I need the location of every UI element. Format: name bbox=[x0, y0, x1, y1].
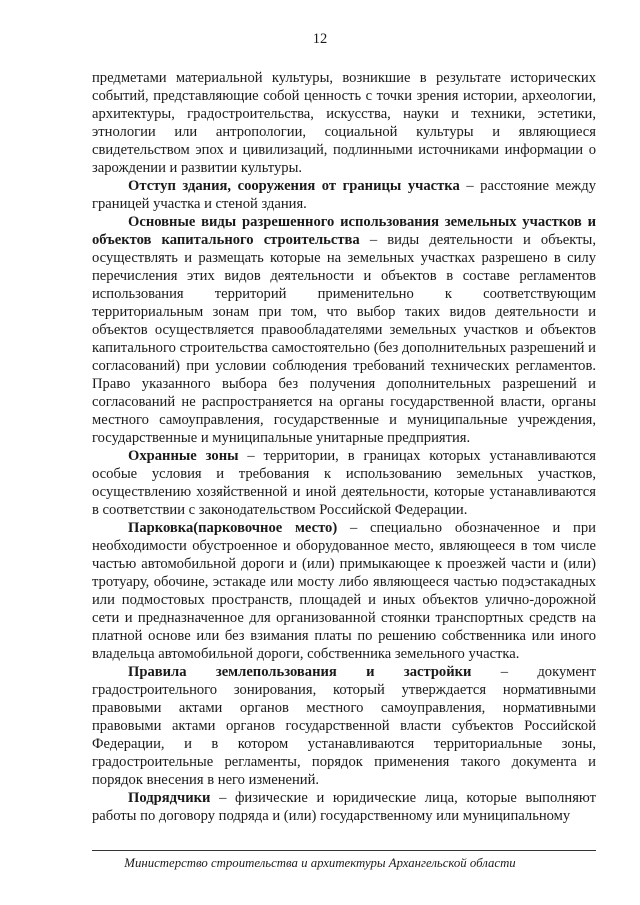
definition-term: Отступ здания, сооружения от границы участка bbox=[128, 178, 460, 194]
definition-text: – документ градостроительного зонирования, который утверждается нормативными правовыми актами органов местного самоуправления, нормативными правовыми актами органов государственной власти субъектов Российской Федерации, и в котором устанавливаются территориальные зоны, градостроительные регламенты, порядок применения такого документа и порядок внесения в него изменений. bbox=[92, 664, 596, 788]
definition-paragraph bbox=[92, 177, 596, 213]
page-number: 12 bbox=[312, 31, 328, 47]
definition-paragraph bbox=[92, 789, 596, 825]
definition-paragraph bbox=[92, 663, 596, 789]
footer-divider bbox=[92, 850, 596, 851]
definition-text: – специально обозначенное и при необходимости обустроенное и оборудованное место, являющееся в том числе частью автомобильной дороги и (или) примыкающее к проезжей части и (или) тротуару, обочине, эстакаде или мосту либо являющееся частью подэстакадных или подмостовых пространств, площадей и иных объектов улично-дорожной сети и предназначенное для организованной стоянки транспортных средств на платной основе или без взимания платы по решению собственника или иного владельца автомобильной дороги, собственника земельного участка. bbox=[92, 520, 596, 662]
paragraph-text: предметами материальной культуры, возникшие в результате исторических событий, представляющие собой ценность с точки зрения истории, археологии, архитектуры, градостроительства, искусства, науки и техники, эстетики, этнологии или антропологии, социальной культуры и являющиеся свидетельством эпох и цивилизаций, подлинными источниками информации о зарождении и развитии культуры. bbox=[92, 70, 596, 176]
page-body bbox=[92, 69, 596, 825]
definition-term: Охранные зоны bbox=[128, 448, 239, 464]
paragraph bbox=[92, 69, 596, 177]
definition-text: – физические и юридические лица, которые выполняют работы по договору подряда и (или) государственному или муниципальному bbox=[92, 790, 596, 824]
definition-text: – территории, в границах которых устанавливаются особые условия и требования к использованию земельных участков, осуществлению хозяйственной и иной деятельности, которые устанавливаются в соответствии с законодательством Российской Федерации. bbox=[92, 448, 596, 518]
definition-paragraph bbox=[92, 447, 596, 519]
definition-paragraph bbox=[92, 213, 596, 447]
definition-paragraph bbox=[92, 519, 596, 663]
definition-term: Основные виды разрешенного использования земельных участков и объектов капитального строительства bbox=[92, 214, 596, 248]
definition-term: Парковка(парковочное место) bbox=[128, 520, 338, 536]
page-footer: Министерство строительства и архитектуры Архангельской области bbox=[124, 856, 516, 870]
definition-term: Правила землепользования и застройки bbox=[128, 664, 472, 680]
definition-text: – расстояние между границей участка и стеной здания. bbox=[92, 178, 596, 212]
definition-text: – виды деятельности и объекты, осуществлять и размещать которые на земельных участках разрешено в силу перечисления этих видов деятельности и объектов в составе регламентов использования территорий применительно к соответствующим территориальным зонам при том, что выбор таких видов деятельности и объектов осуществляется правообладателями земельных участков и объектов капитального строительства самостоятельно (без дополнительных разрешений и согласований) при условии соблюдения требований технических регламентов. Право указанного выбора без получения дополнительных разрешений и согласований не распространяется на органы государственной власти, органы местного самоуправления, государственные и муниципальные учреждения, государственные и муниципальные унитарные предприятия. bbox=[92, 232, 596, 446]
definition-term: Подрядчики bbox=[128, 790, 211, 806]
